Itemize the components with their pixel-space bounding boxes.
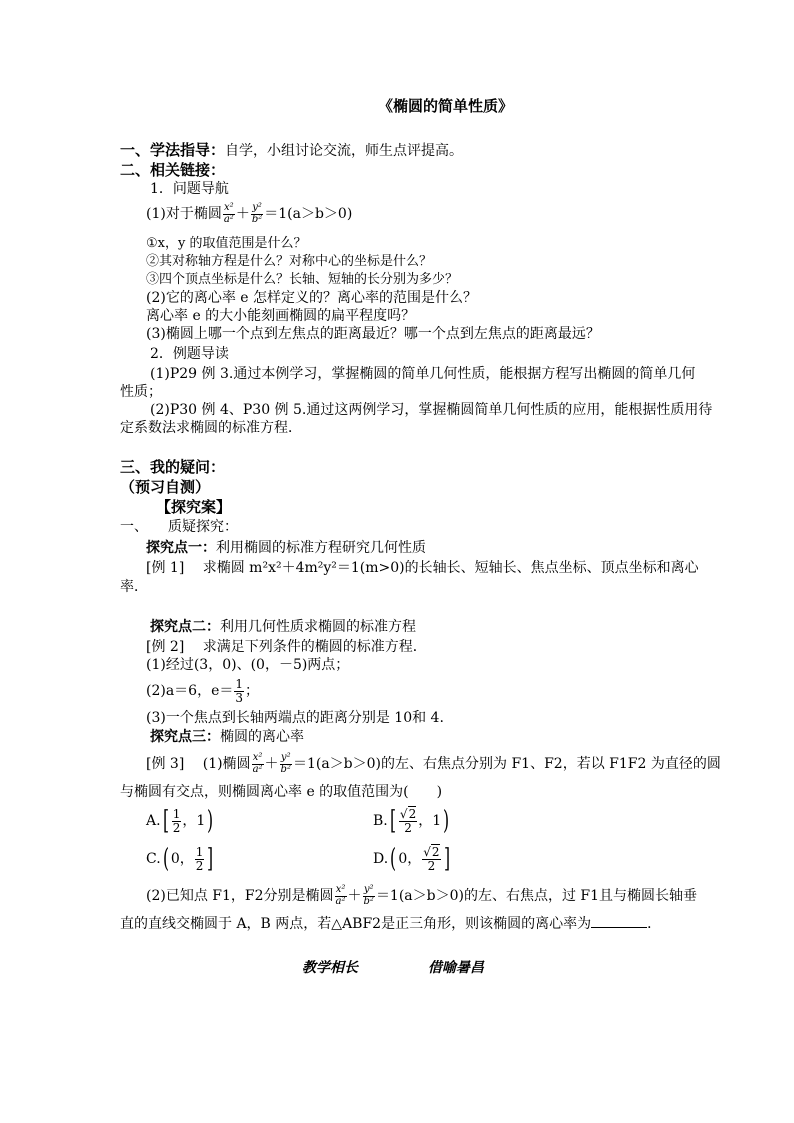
condition-3: (3)一个焦点到长轴两端点的距离分别是 10和 4. xyxy=(146,710,444,726)
point-2 xyxy=(150,619,416,636)
nav-title: 1．问题导航 xyxy=(150,181,229,197)
example-3-part2-line1: (2)已知点 F1，F2分别是椭圆 $\frac{\text{x²}}{\text{a²}}$ ＋ $\frac{\text{y²}}{\text{b²}}$ ＝1(a＞b＞0)的左、右焦点，过 F1且与椭圆长轴垂 xyxy=(146,884,698,907)
fraction-x2-a2: $\frac{\text{x²}}{\text{a²}}$ xyxy=(223,202,234,225)
option-c-label: C. xyxy=(146,851,161,868)
example-3-prefix: [例 3] (1)椭圆 xyxy=(146,756,251,772)
guide-p1-a: (1)P29 例 3.通过本例学习，掌握椭圆的简单几何性质，能根据方程写出椭圆的简单几何 xyxy=(150,366,696,382)
option-b[interactable]: B.[ $\frac{√2}{2}$ ，1) xyxy=(373,806,450,837)
option-d[interactable]: D.( 0， $\frac{√2}{2}$ ] xyxy=(373,844,450,875)
fraction-y2-b2: $\frac{\text{y²}}{\text{b²}}$ xyxy=(251,202,263,225)
example-3-line2: 与椭圆有交点，则椭圆离心率 e 的取值范围为( ) xyxy=(120,784,443,800)
point-2-label: 探究点二： xyxy=(150,619,220,635)
guide-p2-b: 定系数法求椭圆的标准方程． xyxy=(120,420,302,436)
point-1-label: 探究点一： xyxy=(146,540,216,556)
nav-q2: (2)它的离心率 e 怎样定义的？离心率的范围是什么？ xyxy=(146,290,478,306)
page-title: 《椭圆的简单性质》 xyxy=(378,97,514,115)
nav-q1-b: ②其对称轴方程是什么？对称中心的坐标是什么？ xyxy=(146,254,433,269)
condition-1: (1)经过(3，0)、(0，－5)两点； xyxy=(146,657,350,673)
option-a-label: A. xyxy=(146,813,161,830)
point-3-text: 椭圆的离心率 xyxy=(220,729,304,745)
condition-2-suffix: ； xyxy=(245,683,260,700)
footer-right: 借喻暑昌 xyxy=(428,960,484,976)
fraction-one-half: $\frac{1}{2}$ xyxy=(195,845,204,873)
nav-q1-suffix: ＝1(a＞b＞0) xyxy=(264,206,353,222)
footer-left: 教学相长 xyxy=(302,960,358,976)
option-b-label: B. xyxy=(373,813,388,830)
example-1-b: 率． xyxy=(120,579,148,595)
example-3-suffix: ＝1(a＞b＞0)的左、右焦点分别为 F1、F2，若以 F1F2 为直径的圆 xyxy=(292,756,721,772)
example-3-part2-line2: 直的直线交椭圆于 A，B 两点，若△ABF2是正三角形，则该椭圆的离心率为 ． xyxy=(120,916,662,932)
section-3-label: 三、我的疑问： xyxy=(120,458,226,476)
inquiry-label: 一、 xyxy=(120,519,148,535)
fraction-one-half: $\frac{1}{2}$ xyxy=(172,807,181,835)
answer-blank[interactable] xyxy=(591,915,647,928)
point-3-label: 探究点三： xyxy=(150,729,220,745)
condition-2-prefix: (2)a＝6，e＝ xyxy=(146,683,234,700)
example-1-a: [例 1] 求椭圆 m²x²＋4m²y²＝1(m>0)的长轴长、短轴长、焦点坐标、顶点坐标和离心 xyxy=(146,560,699,576)
example-3-part2-prefix: (2)已知点 F1，F2分别是椭圆 xyxy=(146,888,334,904)
nav-q1-c: ③四个顶点坐标是什么？长轴、短轴的长分别为多少？ xyxy=(146,272,459,287)
example-2: [例 2] 求满足下列条件的椭圆的标准方程． xyxy=(146,639,427,655)
option-d-label: D. xyxy=(373,851,389,868)
option-a[interactable]: A.[ $\frac{1}{2}$ ，1) xyxy=(146,806,214,837)
explore-label: 【探究案】 xyxy=(156,498,232,516)
inquiry-text: 质疑探究： xyxy=(168,519,238,535)
nav-q1-a: ①x，y 的取值范围是什么？ xyxy=(146,236,307,251)
guide-title: 2．例题导读 xyxy=(150,346,229,362)
point-2-text: 利用几何性质求椭圆的标准方程 xyxy=(220,619,416,635)
guide-p1-b: 性质； xyxy=(120,384,162,400)
point-3 xyxy=(150,729,304,746)
fraction-sqrt2-over-2: $\frac{√2}{2}$ xyxy=(423,845,440,873)
condition-2 xyxy=(146,678,259,704)
section-1 xyxy=(120,141,463,160)
inquiry xyxy=(120,519,238,536)
section-2-label: 二、相关链接： xyxy=(120,161,226,179)
fraction-sqrt2-over-2: $\frac{√2}{2}$ xyxy=(399,807,417,835)
example-3-part2-suffix: ＝1(a＞b＞0)的左、右焦点，过 F1且与椭圆长轴垂 xyxy=(375,888,698,904)
fraction-y2-b2: $\frac{\text{y²}}{\text{b²}}$ xyxy=(363,884,374,907)
point-1 xyxy=(146,540,426,557)
section-1-text: 自学，小组讨论交流，师生点评提高。 xyxy=(225,143,464,159)
point-1-text: 利用椭圆的标准方程研究几何性质 xyxy=(216,540,426,556)
preview-label: （预习自测） xyxy=(120,478,211,496)
guide-p2-a: (2)P30 例 4、P30 例 5.通过这两例学习，掌握椭圆简单几何性质的应用，能根据性质用待 xyxy=(150,402,713,418)
section-1-label: 一、学法指导： xyxy=(120,141,226,159)
nav-q2-b: 离心率 e 的大小能刻画椭圆的扁平程度吗？ xyxy=(146,308,416,324)
example-3-line1: [例 3] (1)椭圆 $\frac{\text{x²}}{\text{a²}}$ ＋ $\frac{\text{y²}}{\text{b²}}$ ＝1(a＞b＞0)的左、右焦点分别为 F1、F2，若以 F1F2 为直径的圆 xyxy=(146,752,721,775)
fraction-y2-b2: $\frac{\text{y²}}{\text{b²}}$ xyxy=(280,752,291,775)
fraction-x2-a2: $\frac{\text{x²}}{\text{a²}}$ xyxy=(335,884,346,907)
fraction-one-third: $\frac{1}{3}$ xyxy=(235,677,244,705)
example-3-part2-text: 直的直线交椭圆于 A，B 两点，若△ABF2是正三角形，则该椭圆的离心率为 xyxy=(120,916,592,932)
option-c[interactable]: C.( 0， $\frac{1}{2}$ ] xyxy=(146,844,214,875)
nav-q3: (3)椭圆上哪一个点到左焦点的距离最近？哪一个点到左焦点的距离最远？ xyxy=(146,326,600,342)
nav-q1-prefix: (1)对于椭圆 xyxy=(146,206,222,222)
fraction-x2-a2: $\frac{\text{x²}}{\text{a²}}$ xyxy=(252,752,263,775)
nav-q1: (1)对于椭圆 $\frac{\text{x²}}{\text{a²}}$ ＋ $\frac{\text{y²}}{\text{b²}}$ ＝1(a＞b＞0) xyxy=(146,202,353,225)
